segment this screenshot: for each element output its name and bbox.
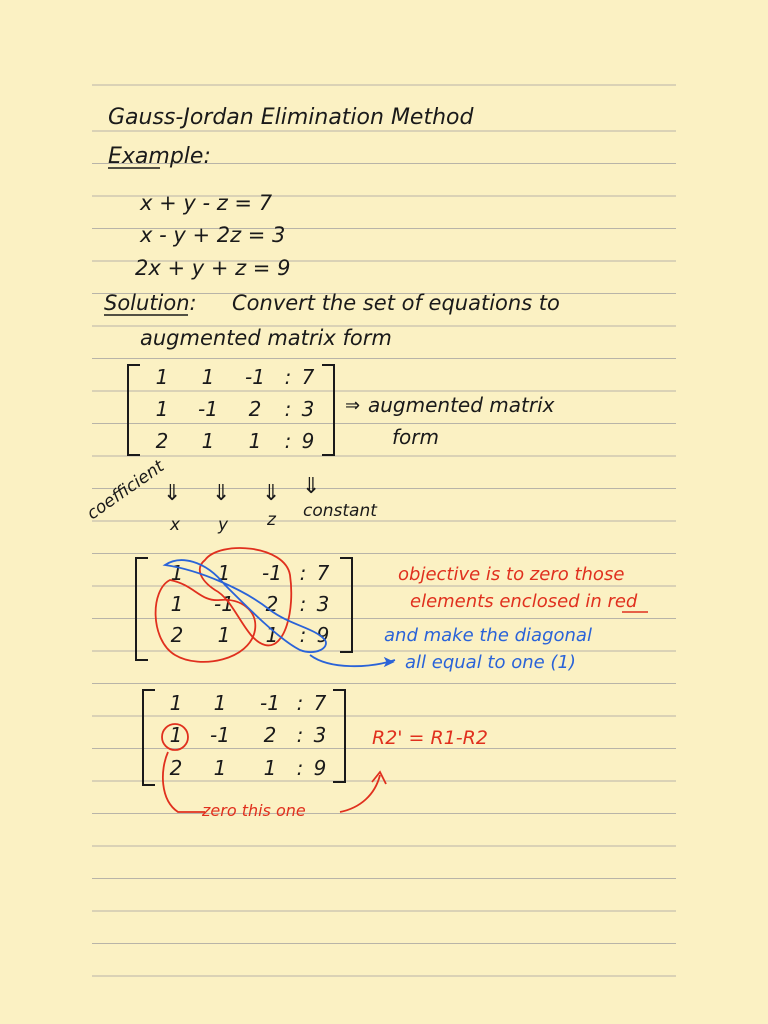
var-label-z: z	[267, 510, 276, 530]
matrix-1-left-bracket	[128, 365, 140, 455]
matrix3-cell: 2	[169, 756, 183, 780]
objective-note-2: elements enclosed in red	[410, 591, 638, 612]
matrix3-cell: :	[296, 691, 304, 715]
row-operation: R2' = R1-R2	[372, 727, 488, 749]
matrix1-cell: 9	[301, 429, 315, 453]
matrix1-cell: -1	[245, 365, 265, 389]
matrix-3	[143, 690, 345, 785]
matrix1-cell: :	[284, 429, 292, 453]
matrix1-cell: 1	[201, 365, 215, 389]
equation-2: x - y + 2z = 3	[140, 223, 286, 247]
matrix2-cell: 7	[316, 561, 330, 585]
coefficient-label: coefficient	[83, 456, 168, 525]
matrix3-cell: 7	[313, 691, 327, 715]
constant-label: constant	[303, 501, 377, 521]
matrix3-cell: :	[296, 723, 304, 747]
matrix-1-right-bracket	[322, 365, 334, 455]
matrix-2-left-bracket	[136, 558, 148, 660]
matrix3-cell: 1	[213, 691, 227, 715]
objective-note-1: objective is to zero those	[398, 564, 625, 585]
matrix2-cell: 2	[265, 592, 279, 616]
equation-1: x + y - z = 7	[140, 191, 273, 215]
matrix1-cell: :	[284, 397, 292, 421]
example-label: Example:	[108, 144, 211, 169]
matrix2-cell: 1	[170, 592, 184, 616]
matrix2-cell: 1	[217, 561, 231, 585]
page-title: Gauss-Jordan Elimination Method	[108, 105, 474, 130]
matrix3-cell: -1	[260, 691, 280, 715]
equation-3: 2x + y + z = 9	[135, 256, 291, 280]
matrix2-cell: 1	[170, 561, 184, 585]
matrix3-cell: 1	[213, 756, 227, 780]
matrix1-cell: :	[284, 365, 292, 389]
matrix-2	[136, 558, 352, 660]
matrix3-cell: -1	[210, 723, 230, 747]
matrix1-cell: -1	[198, 397, 218, 421]
diagonal-note-1: and make the diagonal	[384, 625, 592, 646]
matrix2-cell: 3	[316, 592, 330, 616]
matrix2-cell: -1	[214, 592, 234, 616]
matrix-1	[128, 365, 334, 455]
matrix2-cell: -1	[262, 561, 282, 585]
solution-text-1: Convert the set of equations to	[232, 291, 560, 315]
solution-text-2: augmented matrix form	[140, 326, 392, 350]
augmented-note-2: form	[392, 425, 439, 449]
matrix1-cell: 1	[201, 429, 215, 453]
arrow-down-z-icon: ⇓	[262, 481, 281, 506]
matrix2-cell: 1	[217, 623, 231, 647]
solution-label: Solution:	[104, 291, 197, 315]
matrix3-cell: :	[296, 756, 304, 780]
matrix3-cell: 2	[263, 723, 277, 747]
matrix2-cell: :	[299, 561, 307, 585]
matrix1-cell: 2	[248, 397, 262, 421]
arrow-implies-icon: ⇒	[345, 395, 361, 416]
matrix1-cell: 1	[248, 429, 262, 453]
arrow-down-x-icon: ⇓	[163, 481, 182, 506]
matrix1-cell: 3	[301, 397, 315, 421]
matrix2-cell: 1	[265, 623, 279, 647]
blue-arrow-head-icon: ➤	[382, 652, 396, 671]
matrix3-cell: 1	[169, 723, 183, 747]
matrix2-cell: :	[299, 592, 307, 616]
matrix3-cell: 1	[263, 756, 277, 780]
var-label-y: y	[218, 515, 229, 535]
matrix3-cell: 3	[313, 723, 327, 747]
matrix-3-left-bracket	[143, 690, 155, 785]
arrow-down-y-icon: ⇓	[212, 481, 231, 506]
matrix3-cell: 1	[169, 691, 183, 715]
var-label-x: x	[170, 515, 181, 535]
arrow-down-constant-icon: ⇓	[302, 474, 321, 499]
matrix2-cell: 2	[170, 623, 184, 647]
zero-note: zero this one	[202, 801, 306, 820]
matrix-3-right-bracket	[333, 690, 345, 782]
matrix1-cell: 1	[155, 397, 169, 421]
diagonal-note-2: all equal to one (1)	[405, 652, 576, 673]
matrix1-cell: 7	[301, 365, 315, 389]
matrix2-cell: 9	[316, 623, 330, 647]
matrix2-cell: :	[299, 623, 307, 647]
augmented-note-1: augmented matrix	[368, 393, 555, 417]
matrix1-cell: 2	[155, 429, 169, 453]
matrix1-cell: 1	[155, 365, 169, 389]
matrix-2-right-bracket	[340, 558, 352, 652]
matrix3-cell: 9	[313, 756, 327, 780]
